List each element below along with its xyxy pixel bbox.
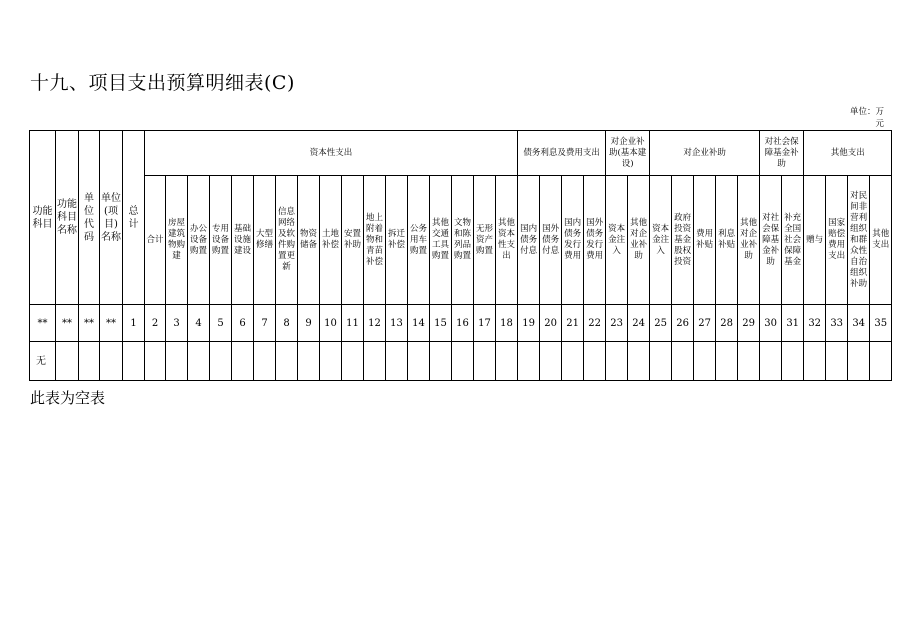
header-unit-code: 单位代码: [79, 131, 100, 305]
data-row: [30, 342, 892, 381]
group-other-expenditure: 其他支出: [804, 131, 892, 176]
col-header: 地上附着物和青苗补偿: [364, 176, 386, 305]
index-cell: 2: [145, 305, 166, 342]
data-cell: [606, 342, 628, 381]
index-cell: 32: [804, 305, 826, 342]
data-cell: [56, 342, 79, 381]
index-cell: 10: [320, 305, 342, 342]
index-cell: 13: [386, 305, 408, 342]
index-cell: 16: [452, 305, 474, 342]
data-cell: [364, 342, 386, 381]
col-header: 费用补贴: [694, 176, 716, 305]
group-debt-interest: 债务利息及费用支出: [518, 131, 606, 176]
data-cell: [540, 342, 562, 381]
data-cell: [254, 342, 276, 381]
col-header: 补充全国社会保障基金: [782, 176, 804, 305]
index-cell: 23: [606, 305, 628, 342]
col-header: 对社会保障基金补助: [760, 176, 782, 305]
index-cell: **: [79, 305, 100, 342]
group-enterprise-subsidy-basic: 对企业补助(基本建设): [606, 131, 650, 176]
col-header: 资本金注入: [650, 176, 672, 305]
col-header: 房屋建筑物购建: [166, 176, 188, 305]
data-cell-function-code: 无: [30, 342, 56, 381]
data-cell: [650, 342, 672, 381]
data-cell: [518, 342, 540, 381]
index-cell: 30: [760, 305, 782, 342]
data-cell: [232, 342, 254, 381]
col-header: 土地补偿: [320, 176, 342, 305]
header-row-groups: [30, 131, 892, 176]
col-header: 其他支出: [870, 176, 892, 305]
index-cell: 25: [650, 305, 672, 342]
col-header: 国外债务发行费用: [584, 176, 606, 305]
col-header: 基础设施建设: [232, 176, 254, 305]
data-cell: [145, 342, 166, 381]
data-cell: [474, 342, 496, 381]
index-row: [30, 305, 892, 342]
data-cell: [804, 342, 826, 381]
index-cell: 21: [562, 305, 584, 342]
index-cell: 20: [540, 305, 562, 342]
index-cell: **: [56, 305, 79, 342]
data-cell: [276, 342, 298, 381]
col-header: 国内债务发行费用: [562, 176, 584, 305]
index-cell: 35: [870, 305, 892, 342]
col-header: 信息网络及软件购置更新: [276, 176, 298, 305]
data-cell: [694, 342, 716, 381]
index-cell: 1: [123, 305, 145, 342]
data-cell: [716, 342, 738, 381]
index-cell: 27: [694, 305, 716, 342]
index-cell: 8: [276, 305, 298, 342]
data-cell: [100, 342, 123, 381]
col-header: 其他对企业补助: [628, 176, 650, 305]
index-cell: 33: [826, 305, 848, 342]
data-cell: [452, 342, 474, 381]
index-cell: 6: [232, 305, 254, 342]
col-header: 无形资产购置: [474, 176, 496, 305]
data-cell: [430, 342, 452, 381]
data-cell: [408, 342, 430, 381]
index-cell: 3: [166, 305, 188, 342]
data-cell: [848, 342, 870, 381]
col-header: 安置补助: [342, 176, 364, 305]
data-cell: [760, 342, 782, 381]
header-function-code: 功能科目: [30, 131, 56, 305]
data-cell: [782, 342, 804, 381]
col-header: 合计: [145, 176, 166, 305]
data-cell: [342, 342, 364, 381]
col-header: 赠与: [804, 176, 826, 305]
index-cell: 34: [848, 305, 870, 342]
group-social-security-subsidy: 对社会保障基金补助: [760, 131, 804, 176]
col-header: 对民间非营利组织和群众性自治组织补助: [848, 176, 870, 305]
index-cell: 4: [188, 305, 210, 342]
data-cell: [210, 342, 232, 381]
data-cell: [584, 342, 606, 381]
group-capital-expenditure: 资本性支出: [145, 131, 518, 176]
col-header: 国内债务付息: [518, 176, 540, 305]
col-header: 国外债务付息: [540, 176, 562, 305]
data-cell: [672, 342, 694, 381]
col-header: 拆迁补偿: [386, 176, 408, 305]
index-cell: 24: [628, 305, 650, 342]
col-header: 政府投资基金股权投资: [672, 176, 694, 305]
data-cell: [298, 342, 320, 381]
col-header: 物资储备: [298, 176, 320, 305]
index-cell: 14: [408, 305, 430, 342]
col-header: 大型修缮: [254, 176, 276, 305]
col-header: 办公设备购置: [188, 176, 210, 305]
budget-table: [29, 130, 892, 381]
col-header: 其他资本性支出: [496, 176, 518, 305]
col-header: 资本金注入: [606, 176, 628, 305]
index-cell: 17: [474, 305, 496, 342]
group-enterprise-subsidy: 对企业补助: [650, 131, 760, 176]
col-header: 专用设备购置: [210, 176, 232, 305]
index-cell: 9: [298, 305, 320, 342]
col-header: 其他对企业补助: [738, 176, 760, 305]
index-cell: 5: [210, 305, 232, 342]
page-title: 十九、项目支出预算明细表(C): [30, 72, 295, 94]
index-cell: 22: [584, 305, 606, 342]
col-header: 公务用车购置: [408, 176, 430, 305]
data-cell: [386, 342, 408, 381]
index-cell: 12: [364, 305, 386, 342]
header-unit-name: 单位(项目)名称: [100, 131, 123, 305]
data-cell: [562, 342, 584, 381]
index-cell: 26: [672, 305, 694, 342]
unit-label: 单位：万元: [849, 107, 884, 129]
data-cell: [870, 342, 892, 381]
index-cell: 29: [738, 305, 760, 342]
col-header: 文物和陈列品购置: [452, 176, 474, 305]
index-cell: 7: [254, 305, 276, 342]
data-cell: [188, 342, 210, 381]
header-function-name: 功能科目名称: [56, 131, 79, 305]
data-cell: [123, 342, 145, 381]
index-cell: **: [30, 305, 56, 342]
empty-table-note: 此表为空表: [30, 389, 106, 407]
data-cell: [628, 342, 650, 381]
data-cell: [826, 342, 848, 381]
index-cell: **: [100, 305, 123, 342]
col-header: 其他交通工具购置: [430, 176, 452, 305]
col-header: 利息补贴: [716, 176, 738, 305]
data-cell: [166, 342, 188, 381]
data-cell: [320, 342, 342, 381]
index-cell: 15: [430, 305, 452, 342]
index-cell: 18: [496, 305, 518, 342]
header-total: 总计: [123, 131, 145, 305]
data-cell: [496, 342, 518, 381]
col-header: 国家赔偿费用支出: [826, 176, 848, 305]
index-cell: 19: [518, 305, 540, 342]
index-cell: 28: [716, 305, 738, 342]
header-row-items: [30, 176, 892, 305]
data-cell: [79, 342, 100, 381]
data-cell: [738, 342, 760, 381]
index-cell: 31: [782, 305, 804, 342]
index-cell: 11: [342, 305, 364, 342]
